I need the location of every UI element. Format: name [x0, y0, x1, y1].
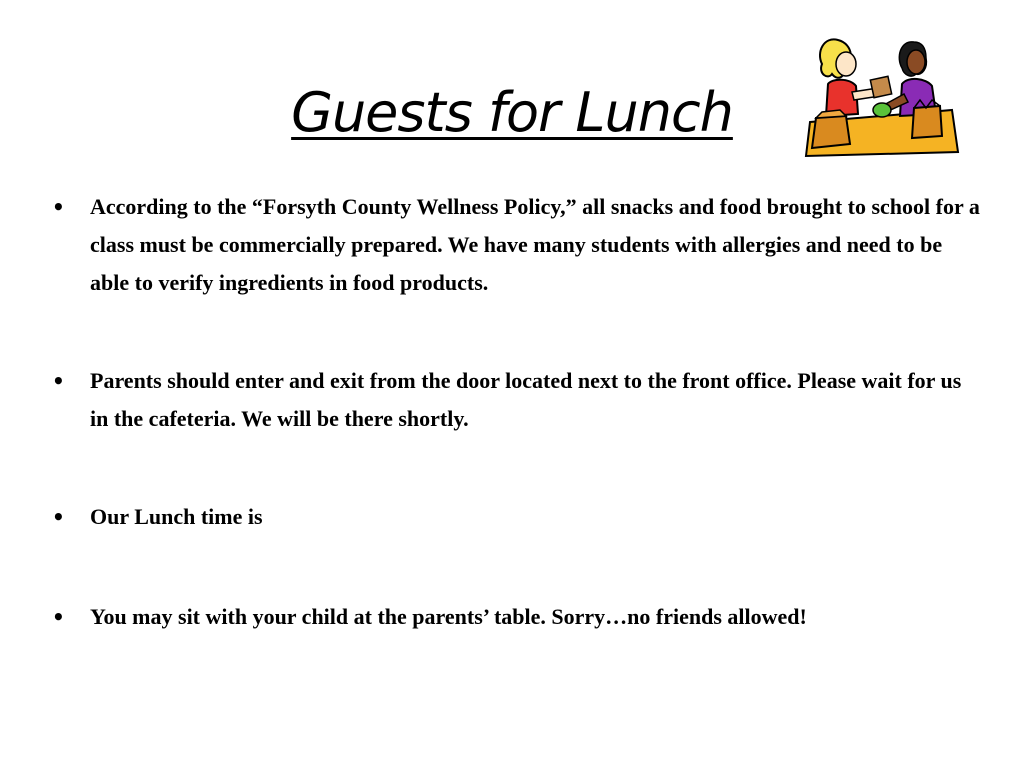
kids-sharing-lunch-icon [802, 30, 962, 160]
bullet-marker: • [52, 605, 65, 629]
bullet-text: Our Lunch time is [90, 504, 263, 529]
bullet-list [52, 188, 982, 636]
slide-title-text: Guests for Lunch [291, 81, 733, 144]
bullet-text: Parents should enter and exit from the door located next to the front office. Please wait for us in the cafeteria. We will be there shortly. [90, 368, 962, 431]
bullet-item-wellness-policy [52, 188, 982, 302]
bullet-item-parent-entry [52, 362, 982, 438]
bullet-item-seating [52, 598, 982, 636]
bullet-marker: • [52, 369, 65, 393]
bullet-text: You may sit with your child at the parents’ table. Sorry…no friends allowed! [90, 604, 807, 629]
bullet-text: According to the “Forsyth County Wellness Policy,” all snacks and food brought to school for a class must be commercially prepared. We have many students with allergies and need to be able to verify ingredients in food products. [90, 194, 980, 295]
bullet-marker: • [52, 505, 65, 529]
bullet-marker: • [52, 195, 65, 219]
bullet-item-lunch-time [52, 498, 982, 536]
